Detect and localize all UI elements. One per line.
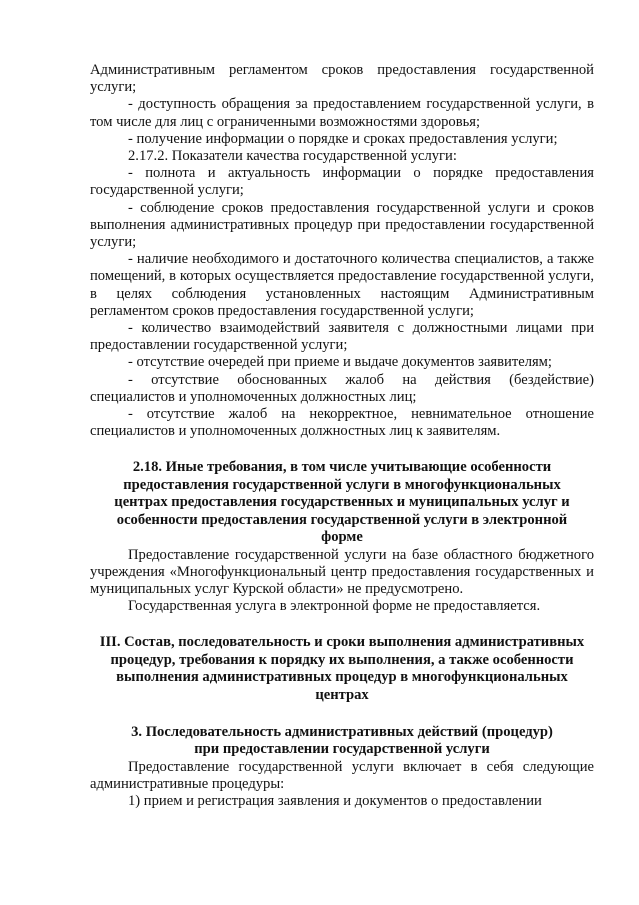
paragraph-procedures-intro: Предоставление государственной услуги включает в себя следующие административные процедуры: bbox=[90, 758, 594, 792]
paragraph-procedure-1: 1) прием и регистрация заявления и документов о предоставлении bbox=[128, 793, 542, 810]
heading-line: выполнения административных процедур в многофункциональных bbox=[116, 669, 568, 686]
heading-line: процедур, требования к порядку их выполнения, а также особенности bbox=[110, 651, 574, 668]
paragraph-quality-indicators: 2.17.2. Показатели качества государственной услуги: bbox=[128, 148, 457, 165]
paragraph-interactions: - количество взаимодействий заявителя с должностными лицами при предоставлении государственной услуги; bbox=[90, 320, 594, 354]
paragraph-completeness: - полнота и актуальность информации о порядке предоставления государственной услуги; bbox=[90, 165, 594, 199]
paragraph-regulation-terms: Административным регламентом сроков предоставления государственной услуги; bbox=[90, 62, 594, 96]
paragraph-electronic-not-provided: Государственная услуга в электронной форме не предоставляется. bbox=[128, 598, 541, 615]
heading-line: при предоставлении государственной услуги bbox=[194, 741, 490, 758]
section-iii-heading bbox=[90, 634, 594, 704]
paragraph-no-incorrect-treatment: - отсутствие жалоб на некорректное, невнимательное отношение специалистов и уполномоченных должностных лиц к заявителям. bbox=[90, 406, 594, 440]
paragraph-deadlines: - соблюдение сроков предоставления государственной услуги и сроков выполнения административных процедур при предоставлении государственной услуги; bbox=[90, 199, 594, 251]
heading-line: 3. Последовательность административных действий (процедур) bbox=[131, 723, 553, 740]
spacer bbox=[90, 440, 594, 459]
paragraph-information: - получение информации о порядке и сроках предоставления услуги; bbox=[128, 130, 558, 147]
section-218-heading bbox=[90, 459, 594, 546]
paragraph-mfc-not-provided: Предоставление государственной услуги на базе областного бюджетного учреждения «Многофункциональный центр предоставления государственных и муниципальных услуг Курской области» не предусмотрено. bbox=[90, 546, 594, 597]
heading-line: особенности предоставления государственной услуги в электронной bbox=[116, 511, 568, 528]
heading-line: центрах предоставления государственных и муниципальных услуг и bbox=[114, 494, 570, 511]
heading-line: форме bbox=[321, 529, 363, 546]
heading-line: центрах bbox=[315, 686, 369, 703]
document-body bbox=[90, 62, 594, 810]
paragraph-no-queues: - отсутствие очередей при приеме и выдаче документов заявителям; bbox=[128, 354, 552, 371]
paragraph-no-complaints: - отсутствие обоснованных жалоб на действия (бездействие) специалистов и уполномоченных должностных лиц; bbox=[90, 371, 594, 405]
heading-line: 2.18. Иные требования, в том числе учитывающие особенности bbox=[132, 459, 552, 476]
section-3-heading bbox=[90, 724, 594, 759]
spacer bbox=[90, 704, 594, 724]
paragraph-specialists: - наличие необходимого и достаточного количества специалистов, а также помещений, в которых осуществляется предоставление государственной услуги, в целях соблюдения установленных настоящим Административным регламентом сроков предоставления государственной услуги; bbox=[90, 251, 594, 319]
heading-line: III. Состав, последовательность и сроки выполнения административных bbox=[99, 634, 585, 651]
spacer bbox=[90, 615, 594, 634]
heading-line: предоставления государственной услуги в многофункциональных bbox=[123, 476, 561, 493]
paragraph-accessibility: - доступность обращения за предоставлением государственной услуги, в том числе для лиц с ограниченными возможностями здоровья; bbox=[90, 96, 594, 130]
